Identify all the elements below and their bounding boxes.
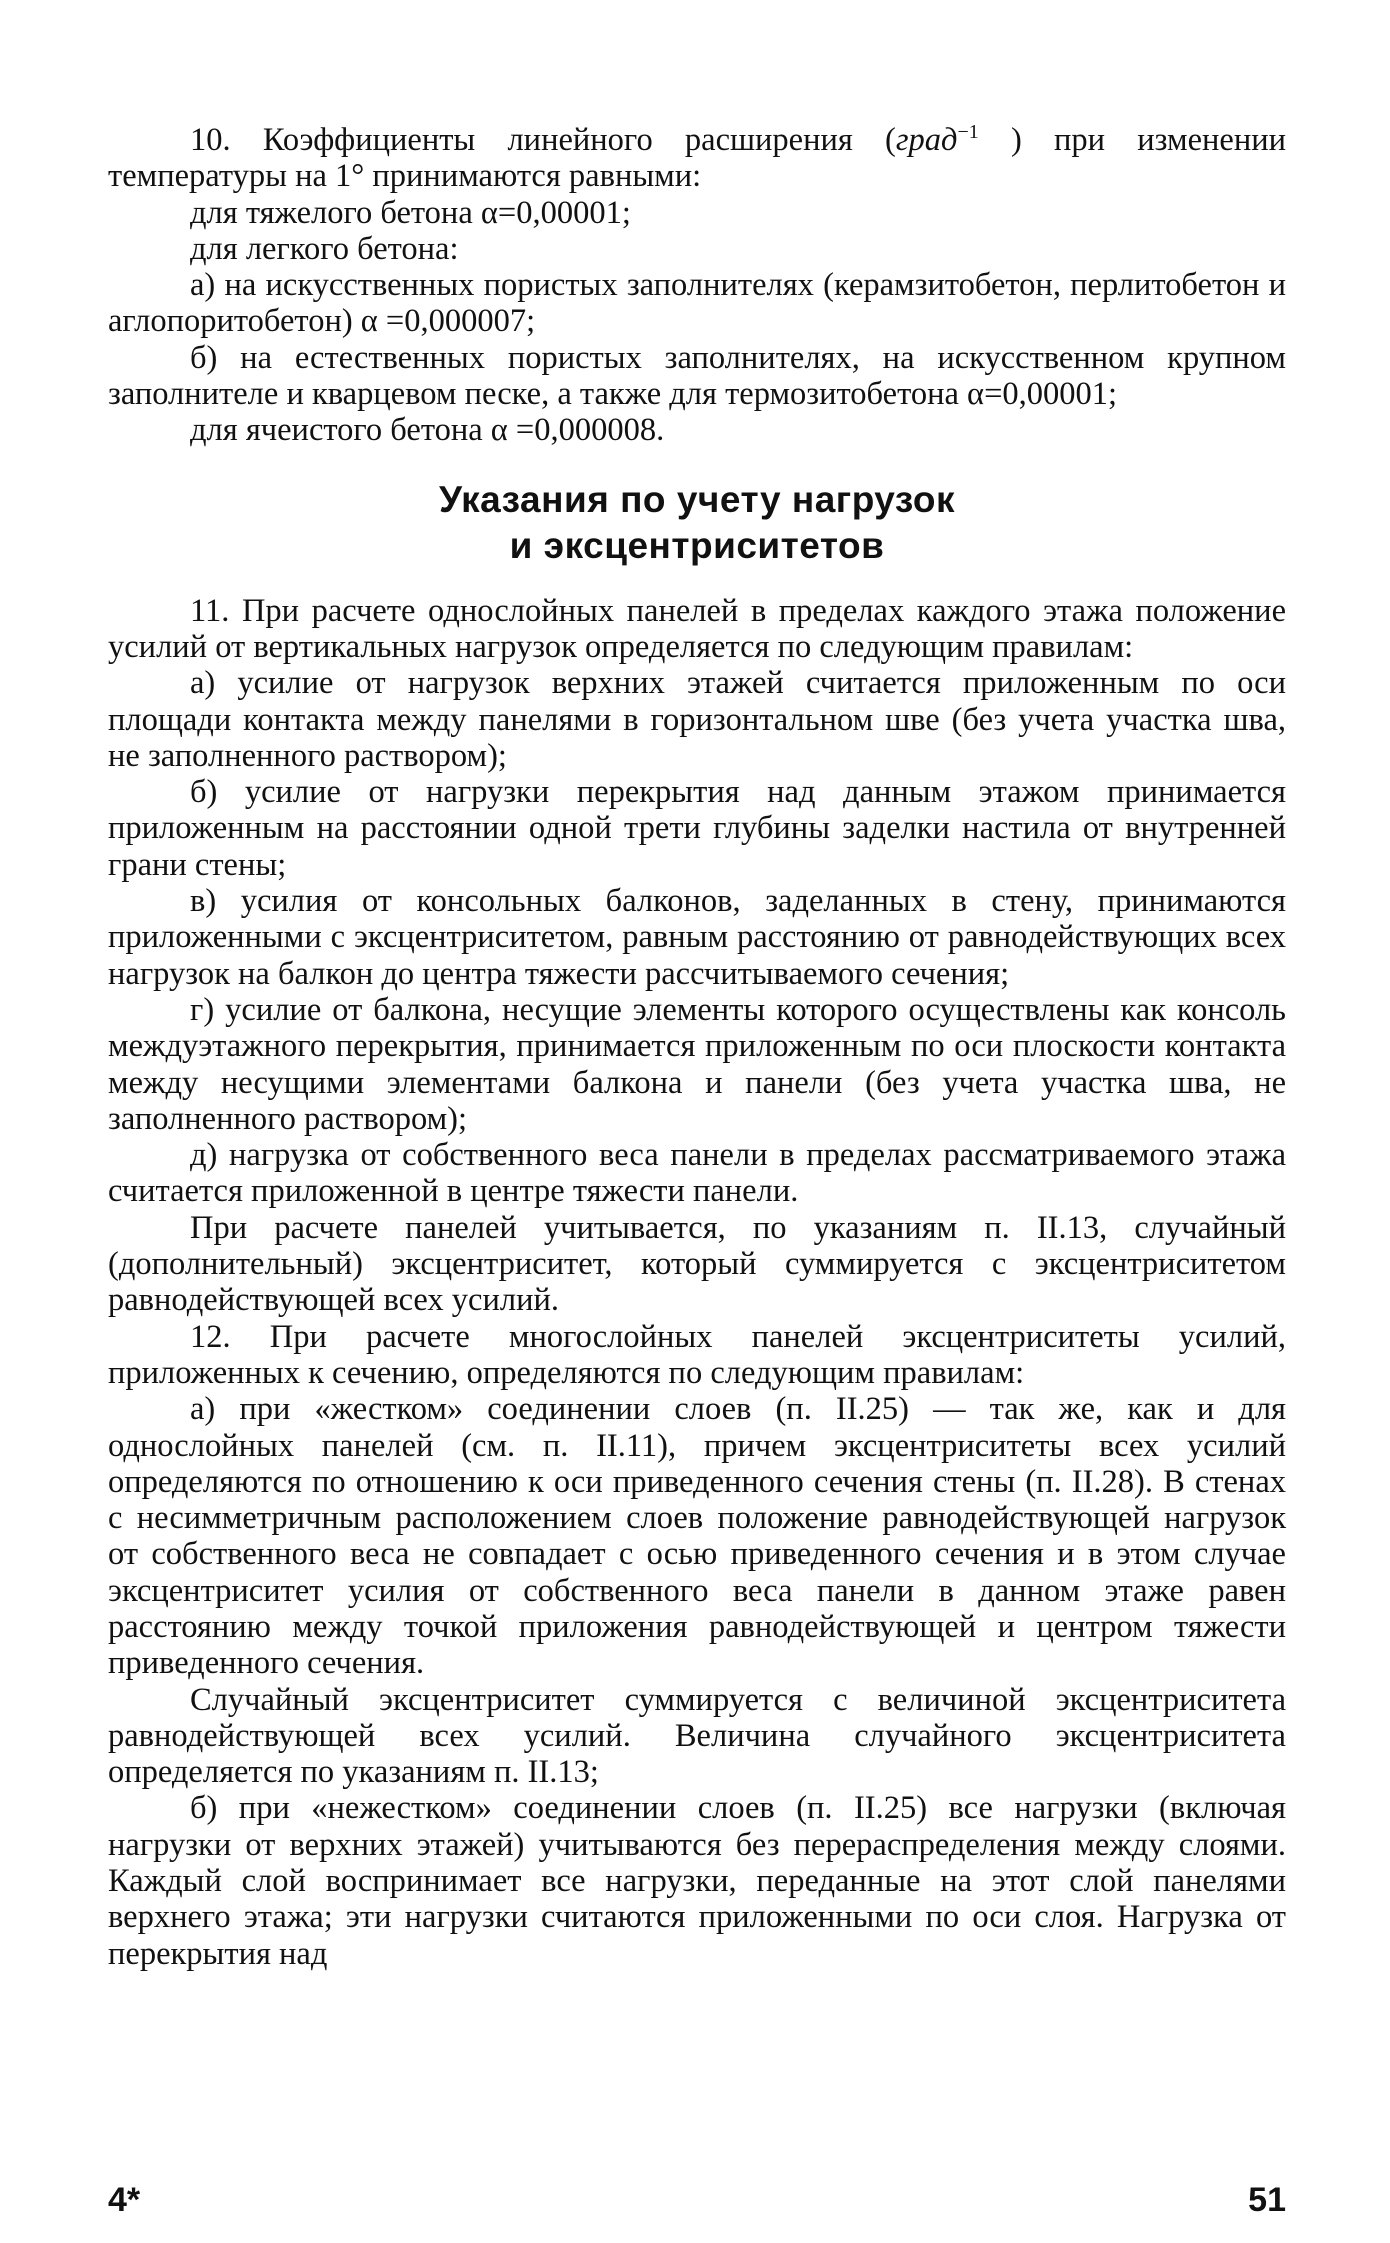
page-number: 51 [1248,2181,1286,2219]
section-11-item-b: б) усилие от нагрузки перекрытия над данным этажом принимается приложенным на расстоянии одной трети глубины заделки настила от внутренней грани стены; [108,774,1286,883]
section-heading [108,477,1286,569]
section-10-intro [108,122,1286,195]
section-11-intro: 11. При расчете однослойных панелей в пределах каждого этажа положение усилий от вертикальных нагрузок определяется по следующим правилам: [108,592,1286,665]
section-10-intro-before: 10. Коэффициенты линейного расширения ( [190,122,896,158]
section-11-item-d: д) нагрузка от собственного веса панели в пределах рассматриваемого этажа считается приложенной в центре тяжести панели. [108,1137,1286,1210]
section-12-random-eccentricity: Случайный эксцентриситет суммируется с величиной эксцентриситета равнодействующей всех усилий. Величина случайного эксцентриситета определяется по указаниям п. II.13; [108,1681,1286,1791]
section-12-intro: 12. При расчете многослойных панелей эксцентриситеты усилий, приложенных к сечению, определяются по следующим правилам: [108,1318,1286,1391]
section-11-item-a: а) усилие от нагрузок верхних этажей считается приложенным по оси площади контакта между панелями в горизонтальном шве (без учета участка шва, не заполненного раствором); [108,665,1286,774]
document-page [108,122,1286,1972]
cellular-concrete-coef: для ячеистого бетона α =0,000008. [190,412,665,449]
unit-exponent: −1 [957,121,979,144]
section-11-random-eccentricity: При расчете панелей учитывается, по указаниям п. II.13, случайный (дополнительный) эксцентриситет, который суммируется с эксцентриситетом равнодействующей всех усилий. [108,1209,1286,1319]
unit-grad: град [895,122,958,158]
section-11-item-g: г) усилие от балкона, несущие элементы которого осуществлены как консоль междуэтажного перекрытия, принимается приложенным по оси плоскости контакта между несущими элементами балкона и панели (без учета участка шва, не заполненного раствором); [108,991,1286,1137]
section-10-intro-after: ) при изменении температуры на 1° принимаются равными: [108,122,1286,195]
heavy-concrete-coef: для тяжелого бетона α=0,00001; [190,194,631,231]
light-concrete-item-b: б) на естественных пористых заполнителях, на искусственном крупном заполнителе и кварцевом песке, а также для термозитобетона α=0,00001; [108,339,1286,413]
section-12-item-a: а) при «жестком» соединении слоев (п. II.25) — так же, как и для однослойных панелей (см. п. II.11), причем эксцентриситеты всех усилий определяются по отношению к оси приведенного сечения стены (п. II.28). В стенах с несимметричным расположением слоев положение равнодействующей нагрузок от собственного веса не совпадает с осью приведенного сечения и в этом случае эксцентриситет усилия от собственного веса панели в данном этаже равен расстоянию между точкой приложения равнодействующей и центром тяжести приведенного сечения. [108,1391,1286,1682]
light-concrete-intro: для легкого бетона: [190,230,459,267]
section-heading-line-1: Указания по учету нагрузок [438,478,955,520]
section-12-item-b: б) при «нежестком» соединении слоев (п. II.25) все нагрузки (включая нагрузки от верхних этажей) учитываются без перераспределения между слоями. Каждый слой воспринимает все нагрузки, переданные на этот слой панелями верхнего этажа; эти нагрузки считаются приложенными по оси слоя. Нагрузка от перекрытия над [108,1790,1286,1972]
light-concrete-item-a: а) на искусственных пористых заполнителях (керамзитобетон, перлитобетон и аглопоритобетон) α =0,000007; [108,267,1286,340]
section-heading-line-2: и эксцентриситетов [509,524,885,566]
printer-signature: 4* [108,2181,141,2219]
section-11-item-v: в) усилия от консольных балконов, заделанных в стену, принимаются приложенными с эксцентриситетом, равным расстоянию от равнодействующих всех нагрузок на балкон до центра тяжести рассчитываемого сечения; [108,883,1286,992]
